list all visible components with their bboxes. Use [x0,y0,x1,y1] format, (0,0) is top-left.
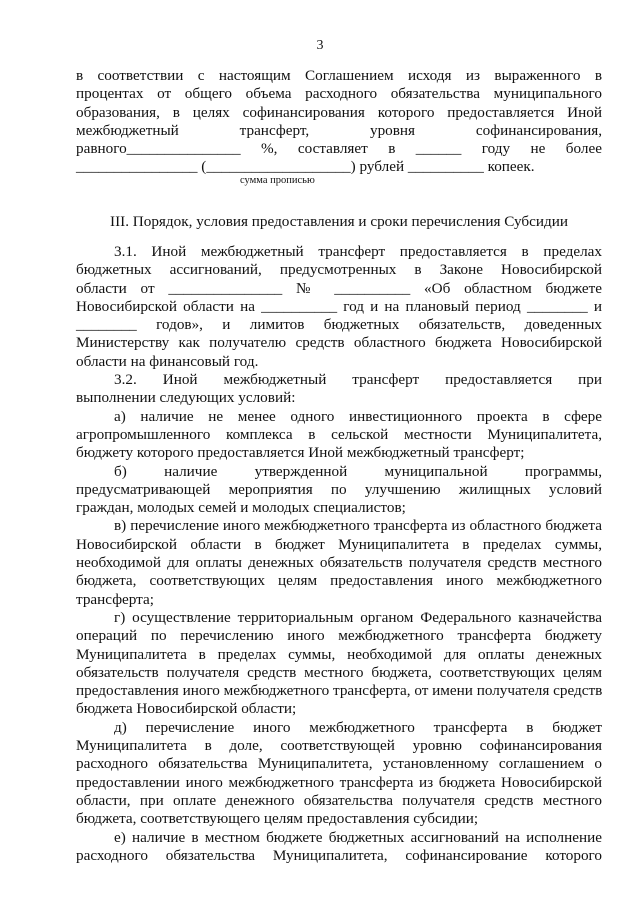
text-line: предусматривающей мероприятия по улучшению жилищных условий [76,480,602,498]
text-line: ________________ (___________________) рублей __________ копеек. [76,158,535,176]
text-line: в соответствии с настоящим Соглашением исходя из выраженного в [76,67,602,84]
text-line: а) наличие не менее одного инвестиционного проекта в сфере [114,407,602,425]
text-line: выполнении следующих условий: [76,389,296,407]
text-line: области, при оплате денежного обязательства получателя средств местного [76,791,602,809]
text-line: е) наличие в местном бюджете бюджетных ассигнований на исполнение [114,828,602,846]
text-line: предоставлении иного межбюджетного трансферта из бюджета Новосибирской [76,773,602,791]
text-line: граждан, молодых семей и молодых специалистов; [76,499,406,517]
intro-paragraph [76,67,602,177]
text-line: Министерству как получателю средств областного бюджета Новосибирской [76,334,602,352]
text-line: ________ годов», и лимитов бюджетных обязательств, доведенных [76,316,602,334]
text-line: необходимой для оплаты денежных обязательств получателя средств местного [76,554,602,572]
text-line: б) наличие утвержденной муниципальной программы, [114,462,602,480]
text-line: 3.1. Иной межбюджетный трансферт предоставляется в пределах [114,243,602,260]
text-line: Новосибирской области в бюджет Муниципалитета в пределах суммы, [76,535,602,553]
text-line: в) перечисление иного межбюджетного трансферта из областного бюджета [114,517,602,535]
text-line: бюджета Новосибирской области; [76,700,297,718]
text-line: образования, в целях софинансирования которого предоставляется Иной [76,103,602,121]
text-line: межбюджетный трансферт, уровня софинансирования, [76,121,602,139]
text-line: процентах от общего объема расходного обязательства муниципального [76,85,602,103]
text-line: бюджета, соответствующего целям предоставления субсидии; [76,810,479,828]
text-line: д) перечисление иного межбюджетного трансферта в бюджет [114,718,602,736]
section-heading: III. Порядок, условия предоставления и сроки перечисления Субсидии [110,213,568,230]
text-line: области на финансовый год. [76,352,259,370]
text-line: предоставления иного межбюджетного трансферта, от имени получателя средств [76,682,603,700]
page-number: 3 [316,38,324,53]
text-line: бюджета, соответствующих целям предоставления иного межбюджетного [76,572,602,590]
text-line: расходного обязательства Муниципалитета, установленному соглашением о [76,755,602,773]
text-line: Новосибирской области на __________ год и на плановый период ________ и [76,297,602,315]
text-line: бюджету которого предоставляется Иной межбюджетный трансферт; [76,444,525,462]
text-line: г) осуществление территориальным органом Федерального казначейства [114,608,602,626]
section-body [76,243,602,865]
text-line: Муниципалитета в доле, соответствующей уровню софинансирования [76,737,602,755]
text-line: агропромышленного комплекса в сельской местности Муниципалитета, [76,425,602,443]
text-line: бюджетных ассигнований, предусмотренных в Законе Новосибирской [76,261,602,279]
text-line: обязательств получателя средств местного бюджета, соответствующих целям [76,663,602,681]
text-line: Муниципалитета в пределах суммы, необходимой для оплаты денежных [76,645,602,663]
sum-in-words-note: сумма прописью [240,175,315,186]
text-line: трансферта; [76,590,154,608]
text-line: расходного обязательства Муниципалитета, софинансирование которого [76,846,602,864]
text-line: операций по перечислению иного межбюджетного трансферта бюджету [76,627,602,645]
text-line: 3.2. Иной межбюджетный трансферт предоставляется при [114,371,602,389]
text-line: области от _______________ № __________ «Об областном бюджете [76,279,602,297]
text-line: равного_______________ %, составляет в ______ году не более [76,140,602,158]
